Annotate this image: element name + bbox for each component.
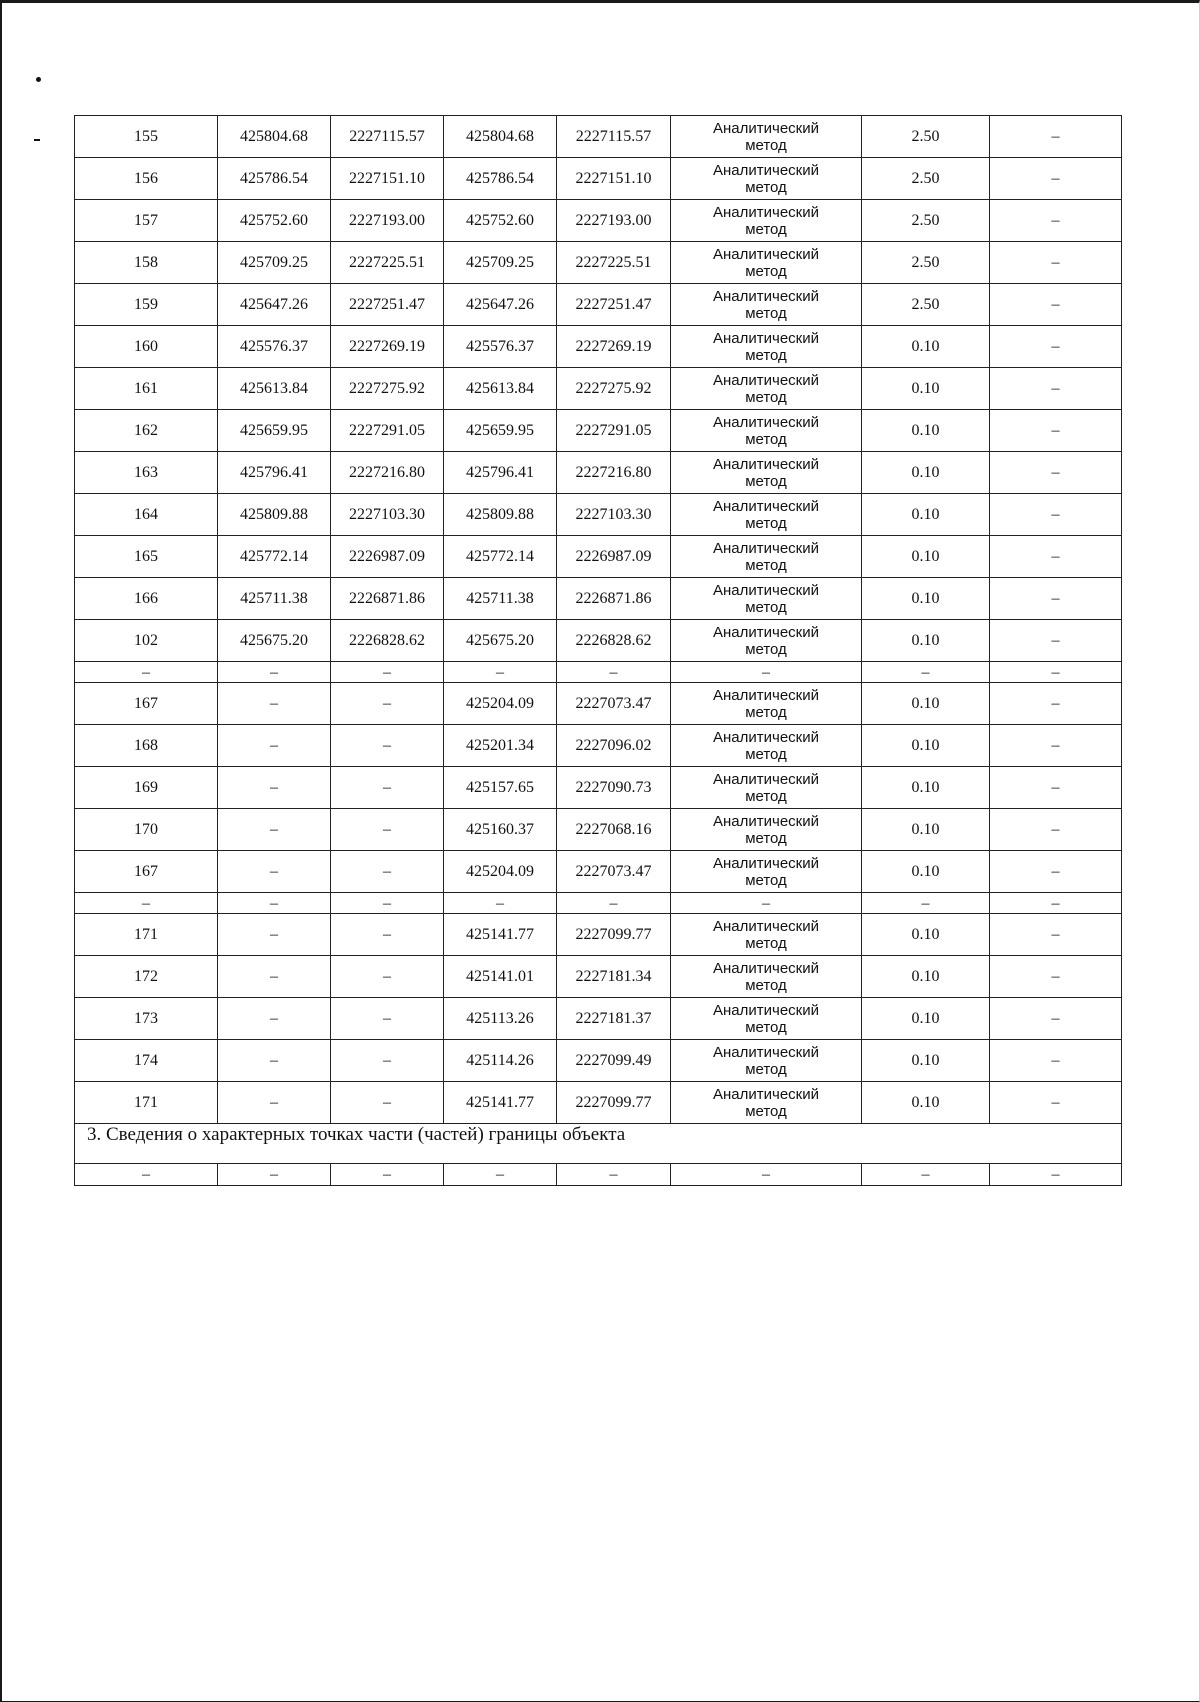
method-cell xyxy=(671,914,862,956)
method-line2: метод xyxy=(745,388,787,406)
separator-row xyxy=(75,662,1122,683)
y-new-cell: 2227181.37 xyxy=(557,998,671,1040)
x-new-cell: 425809.88 xyxy=(444,494,557,536)
accuracy-cell: 0.10 xyxy=(862,494,990,536)
x-new-cell: 425752.60 xyxy=(444,200,557,242)
dash-cell: – xyxy=(557,662,671,683)
dash-cell: – xyxy=(444,662,557,683)
x-existing-cell: – xyxy=(218,1082,331,1124)
method-line2: метод xyxy=(745,871,787,889)
description-cell: – xyxy=(990,683,1122,725)
x-existing-cell: – xyxy=(218,998,331,1040)
x-new-cell: 425201.34 xyxy=(444,725,557,767)
description-cell: – xyxy=(990,725,1122,767)
x-existing-cell: – xyxy=(218,851,331,893)
dash-cell: – xyxy=(75,1164,218,1186)
method-line2: метод xyxy=(745,178,787,196)
x-existing-cell: 425809.88 xyxy=(218,494,331,536)
accuracy-cell: 0.10 xyxy=(862,452,990,494)
point-number-cell: 156 xyxy=(75,158,218,200)
accuracy-cell: 0.10 xyxy=(862,851,990,893)
x-existing-cell: – xyxy=(218,767,331,809)
dash-cell: – xyxy=(990,893,1122,914)
x-existing-cell: – xyxy=(218,914,331,956)
dash-cell: – xyxy=(218,893,331,914)
x-new-cell: 425113.26 xyxy=(444,998,557,1040)
method-line2: метод xyxy=(745,430,787,448)
y-new-cell: 2226828.62 xyxy=(557,620,671,662)
method-line1: Аналитический xyxy=(713,539,819,557)
method-line1: Аналитический xyxy=(713,1085,819,1103)
dash-cell: – xyxy=(331,1164,444,1186)
dash-cell: – xyxy=(444,893,557,914)
separator-row xyxy=(75,1164,1122,1186)
accuracy-cell: 0.10 xyxy=(862,683,990,725)
dash-cell: – xyxy=(671,1164,862,1186)
accuracy-cell: 0.10 xyxy=(862,809,990,851)
y-existing-cell: – xyxy=(331,725,444,767)
y-existing-cell: 2227291.05 xyxy=(331,410,444,452)
description-cell: – xyxy=(990,536,1122,578)
y-existing-cell: 2227115.57 xyxy=(331,116,444,158)
method-line1: Аналитический xyxy=(713,413,819,431)
method-cell xyxy=(671,536,862,578)
table-row xyxy=(75,998,1122,1040)
method-line1: Аналитический xyxy=(713,959,819,977)
y-new-cell: 2227099.49 xyxy=(557,1040,671,1082)
description-cell: – xyxy=(990,326,1122,368)
y-new-cell: 2227251.47 xyxy=(557,284,671,326)
table-row xyxy=(75,1082,1122,1124)
x-new-cell: 425804.68 xyxy=(444,116,557,158)
y-existing-cell: – xyxy=(331,1082,444,1124)
x-new-cell: 425204.09 xyxy=(444,683,557,725)
point-number-cell: 167 xyxy=(75,851,218,893)
y-new-cell: 2227216.80 xyxy=(557,452,671,494)
point-number-cell: 157 xyxy=(75,200,218,242)
description-cell: – xyxy=(990,578,1122,620)
table-row xyxy=(75,683,1122,725)
point-number-cell: 162 xyxy=(75,410,218,452)
y-existing-cell: – xyxy=(331,914,444,956)
description-cell: – xyxy=(990,620,1122,662)
dash-cell: – xyxy=(862,1164,990,1186)
method-line1: Аналитический xyxy=(713,917,819,935)
table-row xyxy=(75,158,1122,200)
table-row xyxy=(75,956,1122,998)
x-new-cell: 425659.95 xyxy=(444,410,557,452)
table-row xyxy=(75,851,1122,893)
method-line2: метод xyxy=(745,1018,787,1036)
point-number-cell: 166 xyxy=(75,578,218,620)
y-existing-cell: 2226987.09 xyxy=(331,536,444,578)
method-line2: метод xyxy=(745,556,787,574)
point-number-cell: 173 xyxy=(75,998,218,1040)
y-new-cell: 2226871.86 xyxy=(557,578,671,620)
y-existing-cell: 2226828.62 xyxy=(331,620,444,662)
y-existing-cell: – xyxy=(331,998,444,1040)
method-line2: метод xyxy=(745,640,787,658)
table-row xyxy=(75,809,1122,851)
y-existing-cell: – xyxy=(331,1040,444,1082)
y-existing-cell: – xyxy=(331,851,444,893)
description-cell: – xyxy=(990,242,1122,284)
method-line2: метод xyxy=(745,1060,787,1078)
y-new-cell: 2227291.05 xyxy=(557,410,671,452)
accuracy-cell: 2.50 xyxy=(862,158,990,200)
x-new-cell: 425204.09 xyxy=(444,851,557,893)
method-cell xyxy=(671,725,862,767)
table-row xyxy=(75,578,1122,620)
y-existing-cell: – xyxy=(331,809,444,851)
point-number-cell: 165 xyxy=(75,536,218,578)
description-cell: – xyxy=(990,494,1122,536)
scan-mark-dash xyxy=(34,139,40,141)
method-cell xyxy=(671,284,862,326)
method-line2: метод xyxy=(745,262,787,280)
method-line2: метод xyxy=(745,304,787,322)
x-new-cell: 425709.25 xyxy=(444,242,557,284)
table-row xyxy=(75,620,1122,662)
table-row xyxy=(75,410,1122,452)
point-number-cell: 172 xyxy=(75,956,218,998)
method-cell xyxy=(671,1082,862,1124)
y-existing-cell: 2227103.30 xyxy=(331,494,444,536)
x-existing-cell: – xyxy=(218,956,331,998)
method-line1: Аналитический xyxy=(713,203,819,221)
method-line1: Аналитический xyxy=(713,728,819,746)
method-line2: метод xyxy=(745,220,787,238)
dash-cell: – xyxy=(990,1164,1122,1186)
point-number-cell: 161 xyxy=(75,368,218,410)
x-existing-cell: 425613.84 xyxy=(218,368,331,410)
accuracy-cell: 0.10 xyxy=(862,725,990,767)
x-new-cell: 425786.54 xyxy=(444,158,557,200)
description-cell: – xyxy=(990,851,1122,893)
method-line1: Аналитический xyxy=(713,686,819,704)
dash-cell: – xyxy=(331,662,444,683)
x-new-cell: 425141.77 xyxy=(444,1082,557,1124)
y-new-cell: 2227225.51 xyxy=(557,242,671,284)
method-line1: Аналитический xyxy=(713,497,819,515)
x-existing-cell: 425675.20 xyxy=(218,620,331,662)
y-existing-cell: 2227151.10 xyxy=(331,158,444,200)
table-row xyxy=(75,914,1122,956)
table-row xyxy=(75,494,1122,536)
dash-cell: – xyxy=(75,893,218,914)
method-cell xyxy=(671,200,862,242)
x-existing-cell: 425752.60 xyxy=(218,200,331,242)
method-cell xyxy=(671,578,862,620)
dash-cell: – xyxy=(218,1164,331,1186)
method-line1: Аналитический xyxy=(713,1001,819,1019)
accuracy-cell: 2.50 xyxy=(862,200,990,242)
dash-cell: – xyxy=(671,662,862,683)
accuracy-cell: 0.10 xyxy=(862,326,990,368)
accuracy-cell: 0.10 xyxy=(862,536,990,578)
method-cell xyxy=(671,767,862,809)
x-new-cell: 425647.26 xyxy=(444,284,557,326)
point-number-cell: 170 xyxy=(75,809,218,851)
method-cell xyxy=(671,452,862,494)
accuracy-cell: 2.50 xyxy=(862,284,990,326)
method-line2: метод xyxy=(745,598,787,616)
method-line1: Аналитический xyxy=(713,161,819,179)
method-line2: метод xyxy=(745,976,787,994)
y-new-cell: 2227068.16 xyxy=(557,809,671,851)
description-cell: – xyxy=(990,284,1122,326)
x-existing-cell: – xyxy=(218,1040,331,1082)
method-cell xyxy=(671,620,862,662)
method-line1: Аналитический xyxy=(713,770,819,788)
description-cell: – xyxy=(990,452,1122,494)
point-number-cell: 168 xyxy=(75,725,218,767)
x-existing-cell: 425796.41 xyxy=(218,452,331,494)
accuracy-cell: 0.10 xyxy=(862,956,990,998)
method-line1: Аналитический xyxy=(713,119,819,137)
method-line2: метод xyxy=(745,136,787,154)
y-new-cell: 2227275.92 xyxy=(557,368,671,410)
x-new-cell: 425114.26 xyxy=(444,1040,557,1082)
description-cell: – xyxy=(990,1040,1122,1082)
accuracy-cell: 0.10 xyxy=(862,368,990,410)
point-number-cell: 171 xyxy=(75,914,218,956)
y-existing-cell: – xyxy=(331,683,444,725)
table-row xyxy=(75,284,1122,326)
y-new-cell: 2227269.19 xyxy=(557,326,671,368)
method-line1: Аналитический xyxy=(713,581,819,599)
x-existing-cell: 425709.25 xyxy=(218,242,331,284)
method-cell xyxy=(671,1040,862,1082)
x-existing-cell: – xyxy=(218,809,331,851)
section-3-title: 3. Сведения о характерных точках части (частей) границы объекта xyxy=(75,1124,1122,1164)
description-cell: – xyxy=(990,767,1122,809)
method-line2: метод xyxy=(745,829,787,847)
description-cell: – xyxy=(990,116,1122,158)
method-line1: Аналитический xyxy=(713,455,819,473)
y-existing-cell: 2227269.19 xyxy=(331,326,444,368)
x-existing-cell: – xyxy=(218,683,331,725)
dash-cell: – xyxy=(444,1164,557,1186)
x-new-cell: 425796.41 xyxy=(444,452,557,494)
description-cell: – xyxy=(990,956,1122,998)
point-number-cell: 164 xyxy=(75,494,218,536)
y-new-cell: 2227181.34 xyxy=(557,956,671,998)
section-title-row xyxy=(75,1124,1122,1164)
scan-mark-dot xyxy=(36,77,41,82)
x-existing-cell: 425576.37 xyxy=(218,326,331,368)
dash-cell: – xyxy=(331,893,444,914)
x-existing-cell: 425647.26 xyxy=(218,284,331,326)
accuracy-cell: 0.10 xyxy=(862,767,990,809)
method-line1: Аналитический xyxy=(713,371,819,389)
method-cell xyxy=(671,242,862,284)
description-cell: – xyxy=(990,200,1122,242)
y-existing-cell: – xyxy=(331,956,444,998)
method-line1: Аналитический xyxy=(713,329,819,347)
x-new-cell: 425613.84 xyxy=(444,368,557,410)
point-number-cell: 167 xyxy=(75,683,218,725)
separator-row xyxy=(75,893,1122,914)
y-new-cell: 2227099.77 xyxy=(557,1082,671,1124)
point-number-cell: 169 xyxy=(75,767,218,809)
method-line1: Аналитический xyxy=(713,854,819,872)
method-cell xyxy=(671,956,862,998)
method-cell xyxy=(671,326,862,368)
accuracy-cell: 0.10 xyxy=(862,1082,990,1124)
point-number-cell: 158 xyxy=(75,242,218,284)
x-existing-cell: – xyxy=(218,725,331,767)
table-row xyxy=(75,767,1122,809)
method-line1: Аналитический xyxy=(713,287,819,305)
method-line1: Аналитический xyxy=(713,245,819,263)
point-number-cell: 160 xyxy=(75,326,218,368)
method-line2: метод xyxy=(745,1102,787,1120)
method-cell xyxy=(671,809,862,851)
y-new-cell: 2226987.09 xyxy=(557,536,671,578)
method-cell xyxy=(671,116,862,158)
table-row xyxy=(75,1040,1122,1082)
y-new-cell: 2227099.77 xyxy=(557,914,671,956)
y-existing-cell: 2226871.86 xyxy=(331,578,444,620)
y-new-cell: 2227090.73 xyxy=(557,767,671,809)
table-row xyxy=(75,326,1122,368)
coordinates-table xyxy=(74,115,1122,1186)
y-new-cell: 2227096.02 xyxy=(557,725,671,767)
method-line2: метод xyxy=(745,934,787,952)
description-cell: – xyxy=(990,998,1122,1040)
x-new-cell: 425576.37 xyxy=(444,326,557,368)
description-cell: – xyxy=(990,1082,1122,1124)
description-cell: – xyxy=(990,914,1122,956)
accuracy-cell: 0.10 xyxy=(862,620,990,662)
y-new-cell: 2227115.57 xyxy=(557,116,671,158)
dash-cell: – xyxy=(862,893,990,914)
accuracy-cell: 0.10 xyxy=(862,1040,990,1082)
point-number-cell: 171 xyxy=(75,1082,218,1124)
dash-cell: – xyxy=(862,662,990,683)
method-cell xyxy=(671,368,862,410)
y-existing-cell: 2227275.92 xyxy=(331,368,444,410)
method-line2: метод xyxy=(745,346,787,364)
accuracy-cell: 2.50 xyxy=(862,116,990,158)
table-row xyxy=(75,242,1122,284)
method-cell xyxy=(671,158,862,200)
dash-cell: – xyxy=(557,1164,671,1186)
accuracy-cell: 0.10 xyxy=(862,410,990,452)
method-line2: метод xyxy=(745,703,787,721)
dash-cell: – xyxy=(557,893,671,914)
table-row xyxy=(75,200,1122,242)
accuracy-cell: 0.10 xyxy=(862,914,990,956)
accuracy-cell: 2.50 xyxy=(862,242,990,284)
x-existing-cell: 425659.95 xyxy=(218,410,331,452)
method-line2: метод xyxy=(745,745,787,763)
y-new-cell: 2227193.00 xyxy=(557,200,671,242)
point-number-cell: 159 xyxy=(75,284,218,326)
description-cell: – xyxy=(990,158,1122,200)
y-new-cell: 2227103.30 xyxy=(557,494,671,536)
dash-cell: – xyxy=(75,662,218,683)
x-new-cell: 425141.01 xyxy=(444,956,557,998)
table-row xyxy=(75,452,1122,494)
y-existing-cell: 2227225.51 xyxy=(331,242,444,284)
method-line2: метод xyxy=(745,472,787,490)
method-line2: метод xyxy=(745,514,787,532)
method-cell xyxy=(671,494,862,536)
description-cell: – xyxy=(990,368,1122,410)
method-cell xyxy=(671,851,862,893)
point-number-cell: 163 xyxy=(75,452,218,494)
table-row xyxy=(75,725,1122,767)
dash-cell: – xyxy=(218,662,331,683)
table-row xyxy=(75,368,1122,410)
method-cell xyxy=(671,998,862,1040)
x-new-cell: 425772.14 xyxy=(444,536,557,578)
point-number-cell: 174 xyxy=(75,1040,218,1082)
y-existing-cell: – xyxy=(331,767,444,809)
table-row xyxy=(75,536,1122,578)
x-new-cell: 425711.38 xyxy=(444,578,557,620)
method-line1: Аналитический xyxy=(713,812,819,830)
method-line1: Аналитический xyxy=(713,1043,819,1061)
y-existing-cell: 2227193.00 xyxy=(331,200,444,242)
x-new-cell: 425675.20 xyxy=(444,620,557,662)
method-line1: Аналитический xyxy=(713,623,819,641)
table-row xyxy=(75,116,1122,158)
x-existing-cell: 425772.14 xyxy=(218,536,331,578)
x-new-cell: 425141.77 xyxy=(444,914,557,956)
method-line2: метод xyxy=(745,787,787,805)
description-cell: – xyxy=(990,410,1122,452)
dash-cell: – xyxy=(990,662,1122,683)
y-new-cell: 2227073.47 xyxy=(557,683,671,725)
x-existing-cell: 425804.68 xyxy=(218,116,331,158)
accuracy-cell: 0.10 xyxy=(862,998,990,1040)
y-new-cell: 2227151.10 xyxy=(557,158,671,200)
y-existing-cell: 2227216.80 xyxy=(331,452,444,494)
method-cell xyxy=(671,410,862,452)
y-existing-cell: 2227251.47 xyxy=(331,284,444,326)
accuracy-cell: 0.10 xyxy=(862,578,990,620)
point-number-cell: 155 xyxy=(75,116,218,158)
coordinates-table-body xyxy=(75,116,1122,1186)
description-cell: – xyxy=(990,809,1122,851)
x-existing-cell: 425711.38 xyxy=(218,578,331,620)
dash-cell: – xyxy=(671,893,862,914)
point-number-cell: 102 xyxy=(75,620,218,662)
x-existing-cell: 425786.54 xyxy=(218,158,331,200)
x-new-cell: 425160.37 xyxy=(444,809,557,851)
x-new-cell: 425157.65 xyxy=(444,767,557,809)
method-cell xyxy=(671,683,862,725)
y-new-cell: 2227073.47 xyxy=(557,851,671,893)
